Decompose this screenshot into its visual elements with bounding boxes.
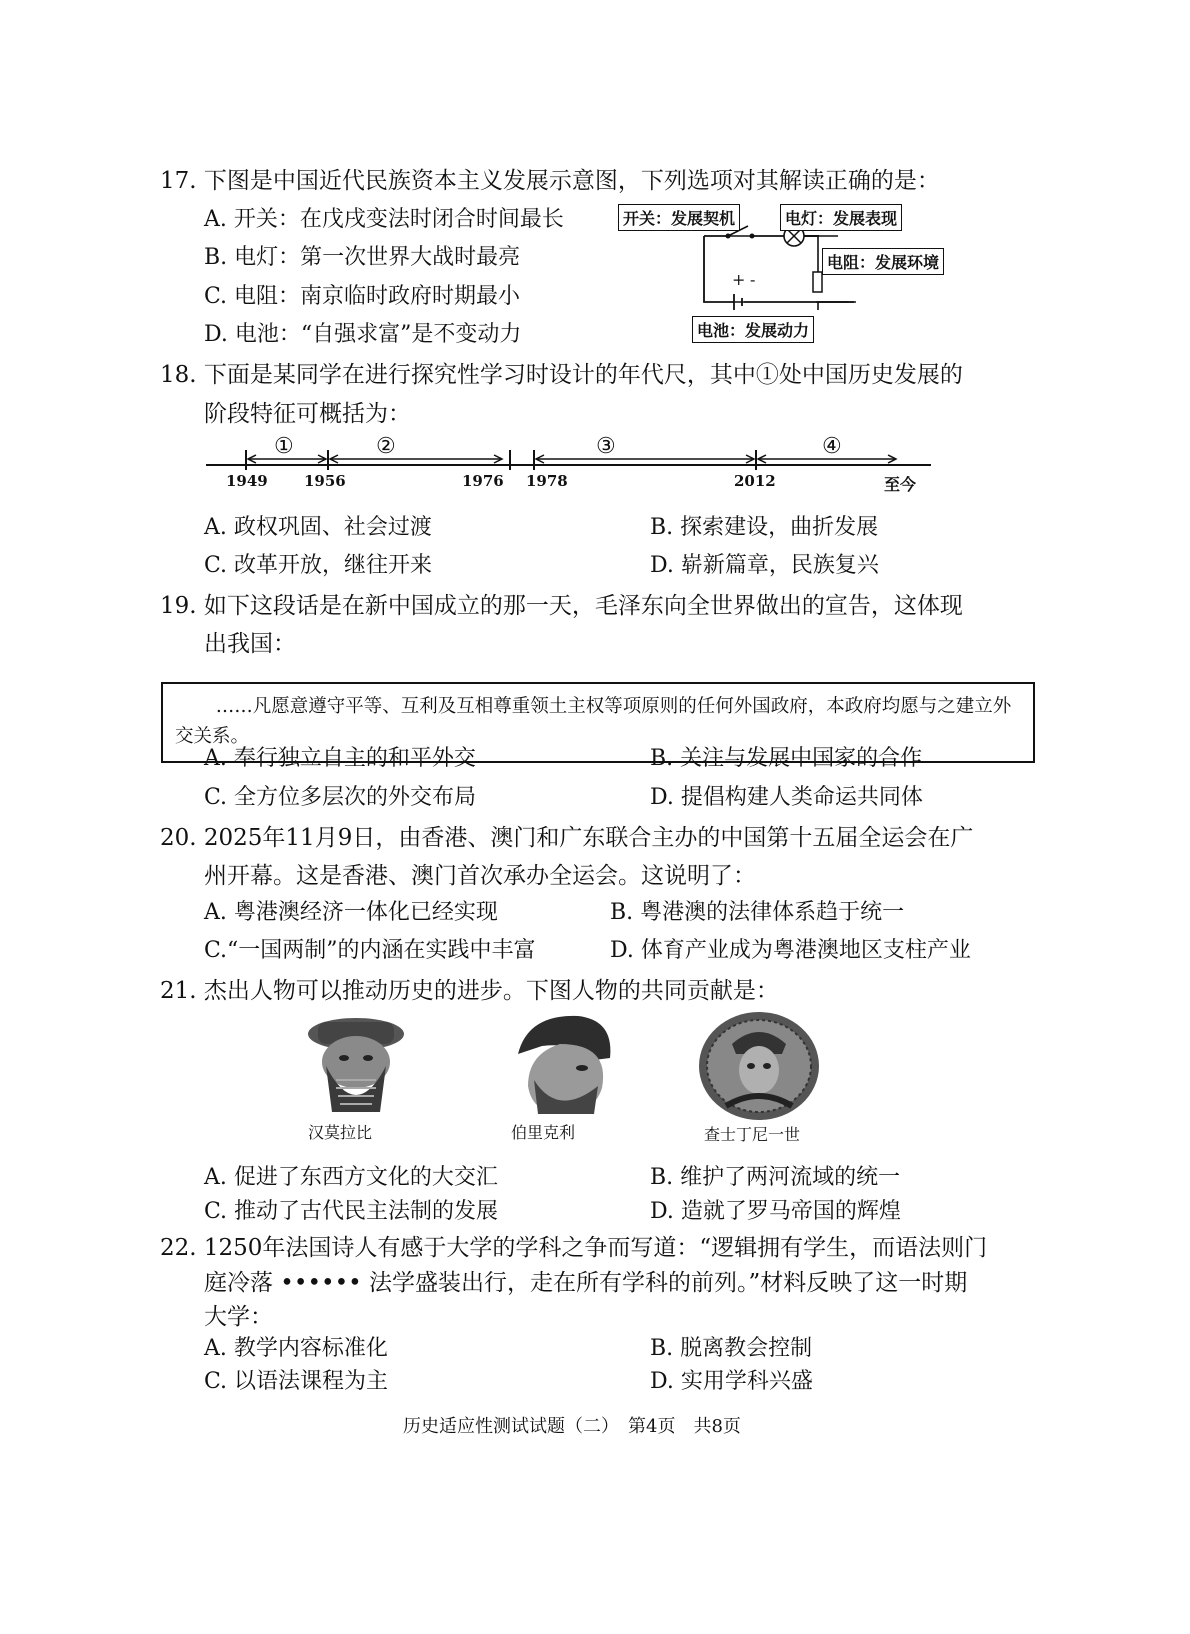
question-22-option-c[interactable]: C. 以语法课程为主: [204, 1369, 389, 1394]
question-21-option-a[interactable]: A. 促进了东西方文化的大交汇: [204, 1165, 498, 1190]
question-21-stem: 21. 杰出人物可以推动历史的进步。下图人物的共同贡献是：: [160, 978, 779, 1004]
question-19-option-a[interactable]: A. 奉行独立自主的和平外交: [204, 746, 476, 771]
pericles-portrait: [498, 1010, 622, 1116]
timeline-year-1949: 1949: [226, 472, 268, 490]
timeline-year-1956: 1956: [304, 472, 346, 490]
question-20-option-d[interactable]: D. 体育产业成为粤港澳地区支柱产业: [610, 938, 971, 963]
question-17-option-c[interactable]: C. 电阻：南京临时政府时期最小: [204, 284, 521, 309]
page-footer: 历史适应性测试试题（二） 第4页 共8页: [403, 1416, 741, 1437]
question-17-option-b[interactable]: B. 电灯：第一次世界大战时最亮: [204, 245, 521, 270]
question-17-option-d[interactable]: D. 电池：“自强求富”是不变动力: [204, 322, 522, 347]
battery-minus: -: [750, 270, 756, 289]
timeline-year-1978: 1978: [526, 472, 568, 490]
question-22-stem-line2: 庭冷落 •••••• 法学盛装出行，走在所有学科的前列。”材料反映了这一时期: [204, 1270, 968, 1296]
question-19-stem-line1: 19. 如下这段话是在新中国成立的那一天，毛泽东向全世界做出的宣告，这体现: [160, 593, 963, 619]
hammurabi-image: [296, 1014, 416, 1116]
timeline-marker-4: ④: [822, 434, 842, 459]
timeline-marker-1: ①: [274, 434, 294, 459]
question-20-option-b[interactable]: B. 粤港澳的法律体系趋于统一: [610, 900, 905, 925]
question-17-stem: 17. 下图是中国近代民族资本主义发展示意图，下列选项对其解读正确的是：: [160, 168, 940, 194]
resistor-label: 电阻：发展环境: [822, 248, 944, 275]
question-17-option-a[interactable]: A. 开关：在戊戌变法时闭合时间最长: [204, 207, 564, 232]
question-19-quote: ……凡愿意遵守平等、互利及互相尊重领土主权等项原则的任何外国政府，本政府均愿与之建立外交关系。: [175, 696, 1012, 747]
question-19-option-b[interactable]: B. 关注与发展中国家的合作: [650, 746, 923, 771]
pericles-caption: 伯里克利: [511, 1123, 576, 1142]
question-20-option-a[interactable]: A. 粤港澳经济一体化已经实现: [204, 900, 498, 925]
justinian-portrait: [696, 1010, 822, 1122]
question-22-stem-line3: 大学：: [204, 1304, 273, 1330]
justinian-caption: 查士丁尼一世: [704, 1125, 801, 1144]
switch-label: 开关：发展契机: [618, 204, 740, 231]
question-22-option-a[interactable]: A. 教学内容标准化: [204, 1336, 388, 1361]
question-19-stem-line2: 出我国：: [204, 631, 296, 657]
question-22-option-d[interactable]: D. 实用学科兴盛: [650, 1369, 813, 1394]
lamp-label: 电灯：发展表现: [780, 204, 902, 231]
question-21-option-d[interactable]: D. 造就了罗马帝国的辉煌: [650, 1199, 901, 1224]
timeline: [206, 432, 946, 496]
timeline-marker-3: ③: [596, 434, 616, 459]
question-20-stem-line2: 州开幕。这是香港、澳门首次承办全运会。这说明了：: [204, 863, 756, 889]
question-21-option-c[interactable]: C. 推动了古代民主法制的发展: [204, 1199, 499, 1224]
question-18-option-a[interactable]: A. 政权巩固、社会过渡: [204, 515, 432, 540]
timeline-year-now: 至今: [884, 475, 917, 494]
battery-plus: +: [732, 270, 746, 289]
justinian-image: [696, 1010, 822, 1122]
hammurabi-portrait: [296, 1014, 416, 1116]
hammurabi-caption: 汉莫拉比: [308, 1123, 373, 1142]
question-20-stem-line1: 20. 2025年11月9日，由香港、澳门和广东联合主办的中国第十五届全运会在广: [160, 825, 974, 851]
question-18-option-b[interactable]: B. 探索建设，曲折发展: [650, 515, 879, 540]
timeline-year-2012: 2012: [734, 472, 776, 490]
timeline-marker-2: ②: [376, 434, 396, 459]
question-21-option-b[interactable]: B. 维护了两河流域的统一: [650, 1165, 901, 1190]
timeline-year-1976: 1976: [462, 472, 504, 490]
question-22-option-b[interactable]: B. 脱离教会控制: [650, 1336, 813, 1361]
circuit-diagram: [616, 198, 986, 344]
question-18-option-d[interactable]: D. 崭新篇章，民族复兴: [650, 553, 879, 578]
question-19-option-d[interactable]: D. 提倡构建人类命运共同体: [650, 785, 923, 810]
question-22-stem-line1: 22. 1250年法国诗人有感于大学的学科之争而写道：“逻辑拥有学生，而语法则门: [160, 1235, 988, 1261]
pericles-image: [498, 1010, 622, 1116]
question-19-option-c[interactable]: C. 全方位多层次的外交布局: [204, 785, 477, 810]
question-18-option-c[interactable]: C. 改革开放，继往开来: [204, 553, 433, 578]
question-18-stem-line2: 阶段特征可概括为：: [204, 401, 411, 427]
battery-label: 电池：发展动力: [692, 316, 814, 343]
question-20-option-c[interactable]: C.“一国两制”的内涵在实践中丰富: [204, 938, 536, 963]
question-18-stem-line1: 18. 下面是某同学在进行探究性学习时设计的年代尺，其中①处中国历史发展的: [160, 362, 963, 388]
